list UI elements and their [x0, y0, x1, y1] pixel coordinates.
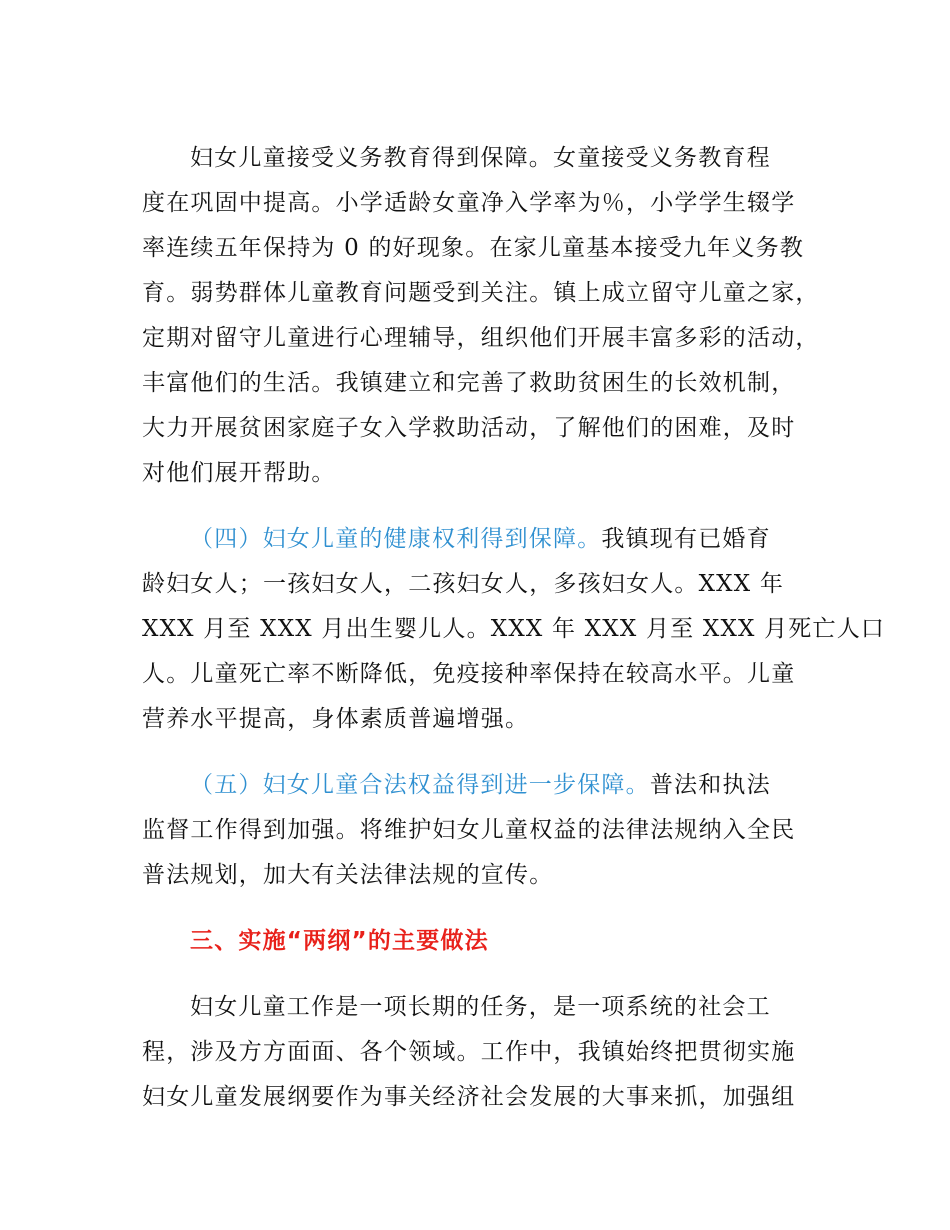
- paragraph-work-approach: [142, 985, 814, 1120]
- text-line: 普法规划，加大有关法律法规的宣传。: [142, 862, 554, 888]
- text-line: 人。儿童死亡率不断降低，免疫接种率保持在较高水平。儿童: [142, 661, 796, 687]
- text-line: 营养水平提高，身体素质普遍增强。: [142, 706, 530, 732]
- text-line: 妇女儿童工作是一项长期的任务，是一项系统的社会工: [190, 994, 771, 1020]
- text-line: [142, 517, 814, 562]
- document-page: [142, 136, 886, 1141]
- text-line: 妇女儿童接受义务教育得到保障。女童接受义务教育程: [190, 145, 771, 171]
- text-line: 丰富他们的生活。我镇建立和完善了救助贫困生的长效机制，: [142, 370, 796, 396]
- subheading-health: （四）妇女儿童的健康权利得到保障。: [190, 526, 602, 552]
- text-line: 度在巩固中提高。小学适龄女童净入学率为％，小学学生辍学: [142, 190, 796, 216]
- text-line: [142, 763, 814, 808]
- text-run: 普法和执法: [649, 772, 771, 798]
- text-line: 大力开展贫困家庭子女入学救助活动，了解他们的困难，及时: [142, 415, 796, 441]
- text-line: XXX 月至 XXX 月出生婴儿人。XXX 年 XXX 月至 XXX 月死亡人口: [142, 616, 886, 642]
- text-line: 率连续五年保持为 0 的好现象。在家儿童基本接受九年义务教: [142, 235, 805, 261]
- paragraph-legal-rights: [142, 763, 814, 898]
- text-run: 我镇现有已婚育: [601, 526, 771, 552]
- paragraph-health: [142, 517, 886, 742]
- section-heading: 三、实施“两纲”的主要做法: [190, 928, 489, 954]
- text-line: 对他们展开帮助。: [142, 460, 336, 486]
- text-line: 育。弱势群体儿童教育问题受到关注。镇上成立留守儿童之家，: [142, 280, 820, 306]
- paragraph-education: [142, 136, 820, 496]
- text-line: 妇女儿童发展纲要作为事关经济社会发展的大事来抓，加强组: [142, 1084, 796, 1110]
- text-line: 程，涉及方方面面、各个领域。工作中，我镇始终把贯彻实施: [142, 1039, 796, 1065]
- text-line: 定期对留守儿童进行心理辅导，组织他们开展丰富多彩的活动，: [142, 325, 820, 351]
- subheading-legal-rights: （五）妇女儿童合法权益得到进一步保障。: [190, 772, 650, 798]
- text-line: 监督工作得到加强。将维护妇女儿童权益的法律法规纳入全民: [142, 817, 796, 843]
- text-line: 龄妇女人；一孩妇女人，二孩妇女人，多孩妇女人。XXX 年: [142, 571, 785, 597]
